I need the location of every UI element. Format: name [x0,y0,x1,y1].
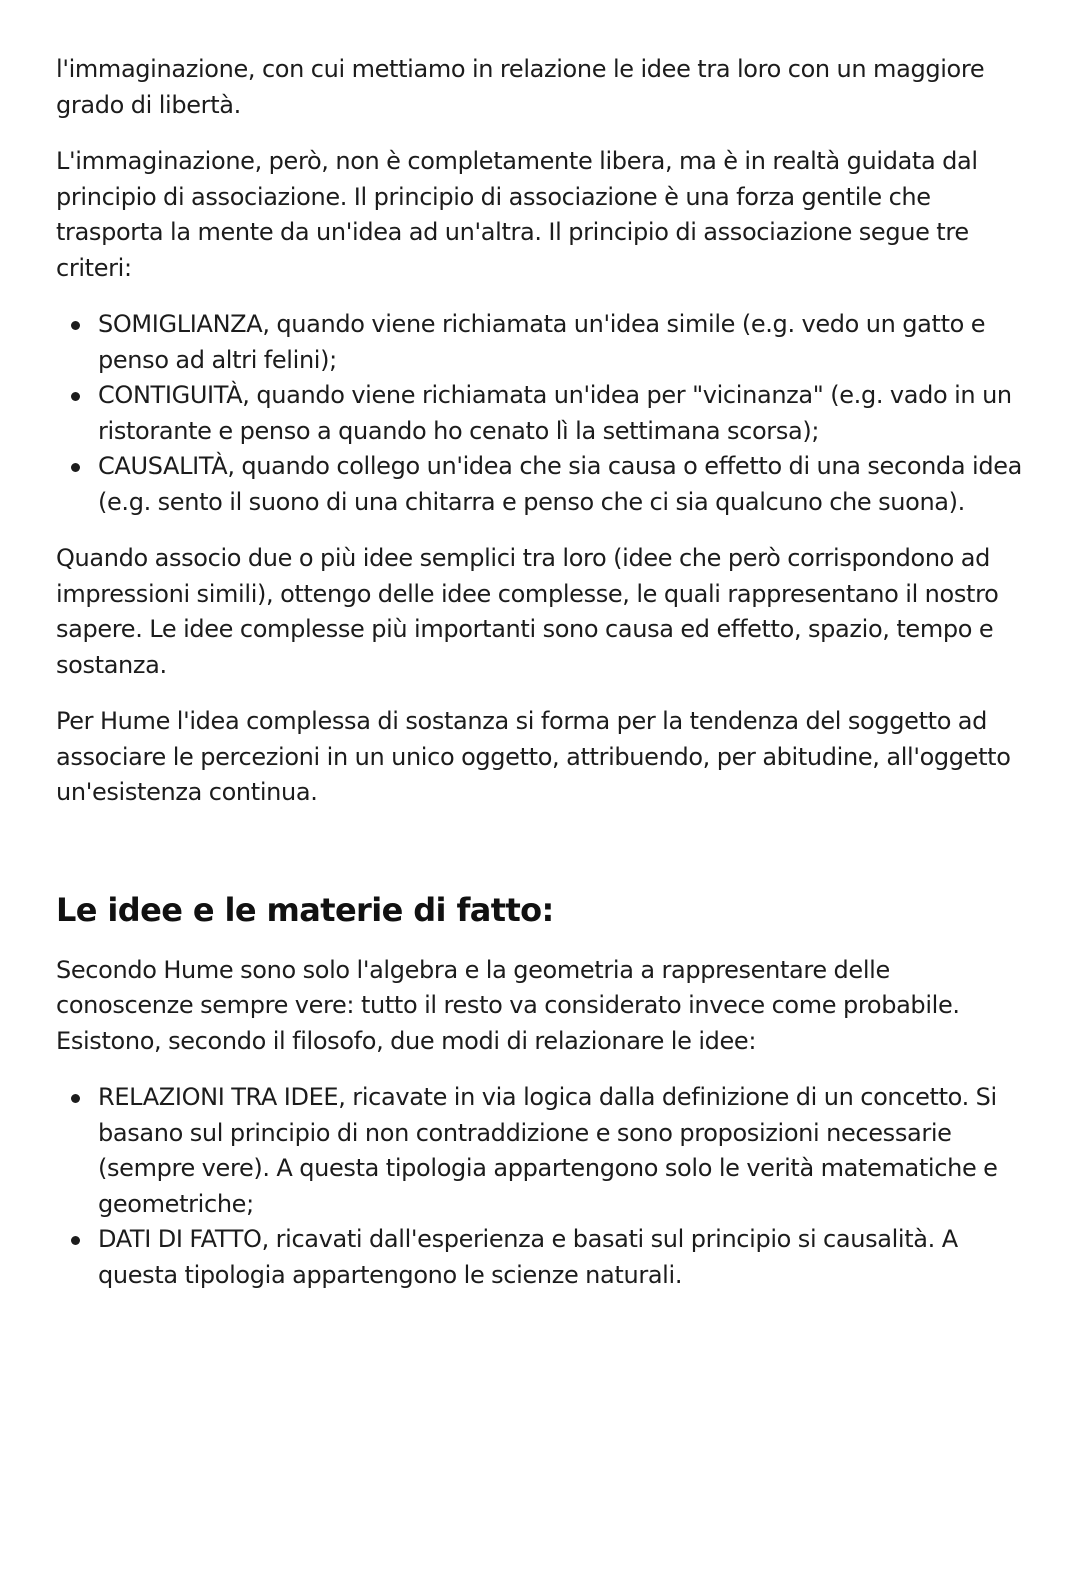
bullet-icon [71,392,80,401]
document-page [56,52,1031,1314]
list-item [98,1080,1031,1222]
association-criteria-list [56,307,1031,520]
bullet-icon [71,321,80,330]
paragraph-substance: Per Hume l'idea complessa di sostanza si forma per la tendenza del soggetto ad associare le percezioni in un unico oggetto, attribuendo, per abitudine, all'oggetto un'esistenza continua. [56,707,1011,806]
paragraph-imagination: l'immaginazione, con cui mettiamo in relazione le idee tra loro con un maggiore grado di libertà. [56,55,985,119]
list-item [98,449,1031,520]
list-item-text: SOMIGLIANZA, quando viene richiamata un'idea simile (e.g. vedo un gatto e penso ad altri felini); [98,310,986,374]
list-item [98,307,1031,378]
list-item [98,1222,1031,1293]
list-item-text: DATI DI FATTO, ricavati dall'esperienza e basati sul principio si causalità. A questa tipologia appartengono le scienze naturali. [98,1225,958,1289]
bullet-icon [71,1094,80,1103]
bullet-icon [71,1236,80,1245]
list-item-text: RELAZIONI TRA IDEE, ricavate in via logica dalla definizione di un concetto. Si basano sul principio di non contraddizione e sono proposizioni necessarie (sempre vere). A questa tipologia appartengono solo le verità matematiche e geometriche; [98,1083,998,1218]
section-heading: Le idee e le materie di fatto: [56,890,554,929]
list-item [98,378,1031,449]
list-item-text: CONTIGUITÀ, quando viene richiamata un'idea per "vicinanza" (e.g. vado in un ristorante e penso a quando ho cenato lì la settimana scorsa); [98,381,1012,445]
paragraph-section-intro: Secondo Hume sono solo l'algebra e la geometria a rappresentare delle conoscenze sempre vere: tutto il resto va considerato invece come probabile. Esistono, secondo il filosofo, due modi di relazionare le idee: [56,955,960,1055]
relations-list [56,1080,1031,1293]
paragraph-association-principle: L'immaginazione, però, non è completamente libera, ma è in realtà guidata dal principio di associazione. Il principio di associazione è una forza gentile che trasporta la mente da un'idea ad un'altra. Il principio di associazione segue tre criteri: [56,147,978,282]
bullet-icon [71,463,80,472]
list-item-text: CAUSALITÀ, quando collego un'idea che sia causa o effetto di una seconda idea (e.g. sento il suono di una chitarra e penso che ci sia qualcuno che suona). [98,452,1023,516]
paragraph-complex-ideas: Quando associo due o più idee semplici tra loro (idee che però corrispondono ad impressioni simili), ottengo delle idee complesse, le quali rappresentano il nostro sapere. Le idee complesse più importanti sono causa ed effetto, spazio, tempo e sostanza. [56,544,999,679]
